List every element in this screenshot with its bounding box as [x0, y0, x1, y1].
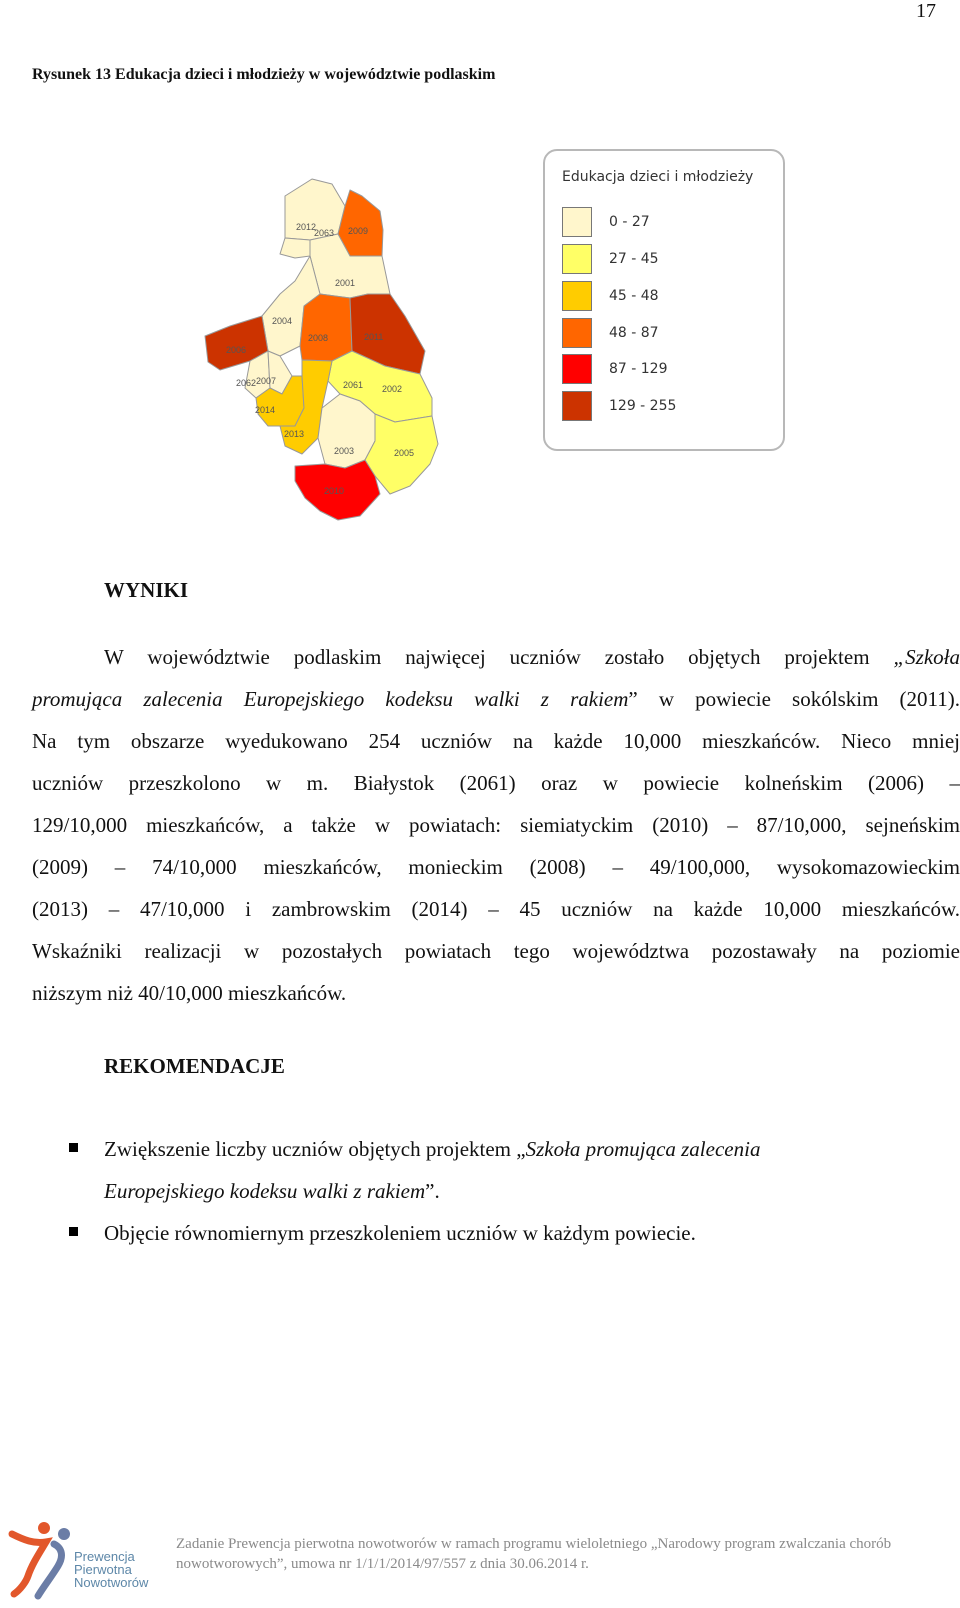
legend-swatch	[562, 244, 592, 274]
label-2008: 2008	[308, 333, 329, 343]
results-line: (2013) – 47/10,000 i zambrowskim (2014) – 45 uczniów na każde 10,000 mieszkańców.	[32, 897, 960, 921]
results-line: promująca zalecenia Europejskiego kodeksu walki z rakiem” w powiecie sokólskim (2011).	[32, 687, 960, 711]
results-line: W województwie podlaskim najwięcej uczniów zostało objętych projektem „Szkoła	[104, 645, 960, 669]
label-2006: 2006	[226, 345, 247, 355]
italic-span: promująca zalecenia Europejskiego kodeksu walki z rakiem	[32, 687, 629, 711]
district-map	[200, 176, 450, 526]
runner-logo-icon	[6, 1520, 76, 1600]
legend-label: 45 - 48	[609, 288, 659, 304]
results-heading: WYNIKI	[104, 578, 189, 602]
figure-caption: Rysunek 13 Edukacja dzieci i młodzieży w województwie podlaskim	[32, 66, 496, 83]
label-2002: 2002	[382, 384, 403, 394]
legend-swatch	[562, 318, 592, 348]
legend-item	[562, 207, 762, 239]
map-legend	[543, 149, 785, 451]
logo-text: Prewencja	[74, 1549, 135, 1564]
district-2008	[300, 294, 352, 361]
legend-item	[562, 281, 762, 313]
italic-span: Europejskiego kodeksu walki z rakiem	[104, 1179, 426, 1203]
label-2005: 2005	[394, 448, 415, 458]
footer-line: nowotworowych”, umowa nr 1/1/1/2014/97/557 z dnia 30.06.2014 r.	[176, 1556, 589, 1572]
list-item	[66, 1212, 946, 1254]
district-2063	[280, 238, 310, 258]
list-item	[66, 1128, 946, 1212]
label-2003: 2003	[334, 446, 355, 456]
bullet-square-icon	[69, 1143, 78, 1152]
legend-swatch	[562, 207, 592, 237]
results-line: Wskaźniki realizacji w pozostałych powiatach tego województwa pozostawały na poziomie	[32, 939, 960, 963]
label-2009: 2009	[348, 226, 369, 236]
bullet-square-icon	[69, 1227, 78, 1236]
recommendations-heading: REKOMENDACJE	[104, 1054, 285, 1078]
legend-label: 27 - 45	[609, 251, 659, 267]
legend-label: 0 - 27	[609, 214, 650, 230]
label-2007: 2007	[256, 376, 277, 386]
italic-span: Szkoła promująca zalecenia	[525, 1137, 761, 1161]
label-2001: 2001	[335, 278, 356, 288]
recommendation-line: Objęcie równomiernym przeszkoleniem uczniów w każdym powiecie.	[104, 1221, 696, 1245]
label-2062: 2062	[236, 378, 257, 388]
results-paragraph	[32, 636, 960, 1014]
legend-swatch	[562, 354, 592, 384]
label-2063: 2063	[314, 228, 335, 238]
legend-title: Edukacja dzieci i młodzieży	[562, 169, 754, 185]
label-2013: 2013	[284, 429, 305, 439]
label-2061: 2061	[343, 380, 364, 390]
legend-item	[562, 318, 762, 350]
results-line: Na tym obszarze wyedukowano 254 uczniów na każde 10,000 mieszkańców. Nieco mniej	[32, 729, 960, 753]
legend-label: 48 - 87	[609, 325, 659, 341]
logo-text: Nowotworów	[74, 1575, 149, 1590]
results-line: 129/10,000 mieszkańców, a także w powiatach: siemiatyckim (2010) – 87/10,000, sejneńskim	[32, 813, 960, 837]
italic-span: „Szkoła	[893, 645, 960, 669]
label-2010: 2010	[324, 486, 345, 496]
legend-item	[562, 354, 762, 386]
label-2012: 2012	[296, 222, 317, 232]
legend-swatch	[562, 391, 592, 421]
legend-item	[562, 244, 762, 276]
legend-item	[562, 391, 762, 423]
footer-text	[176, 1534, 956, 1574]
legend-label: 87 - 129	[609, 361, 668, 377]
recommendation-line: Zwiększenie liczby uczniów objętych projektem „Szkoła promująca zalecenia	[104, 1137, 761, 1161]
results-line: niższym niż 40/10,000 mieszkańców.	[32, 981, 347, 1005]
footer-line: Zadanie Prewencja pierwotna nowotworów w ramach programu wieloletniego „Narodowy program zwalczania chorób	[176, 1536, 892, 1552]
label-2014: 2014	[255, 405, 276, 415]
results-line: uczniów przeszkolono w m. Białystok (2061) oraz w powiecie kolneńskim (2006) –	[32, 771, 960, 795]
footer-logo	[6, 1520, 166, 1600]
legend-label: 129 - 255	[609, 398, 677, 414]
recommendations-list	[66, 1128, 946, 1254]
results-line: (2009) – 74/10,000 mieszkańców, monieckim (2008) – 49/100,000, wysokomazowieckim	[32, 855, 960, 879]
logo-text: Pierwotna	[74, 1562, 132, 1577]
label-2004: 2004	[272, 316, 293, 326]
legend-swatch	[562, 281, 592, 311]
recommendation-line: Europejskiego kodeksu walki z rakiem”.	[104, 1179, 440, 1203]
page-number: 17	[916, 0, 936, 22]
label-2011: 2011	[364, 332, 384, 342]
